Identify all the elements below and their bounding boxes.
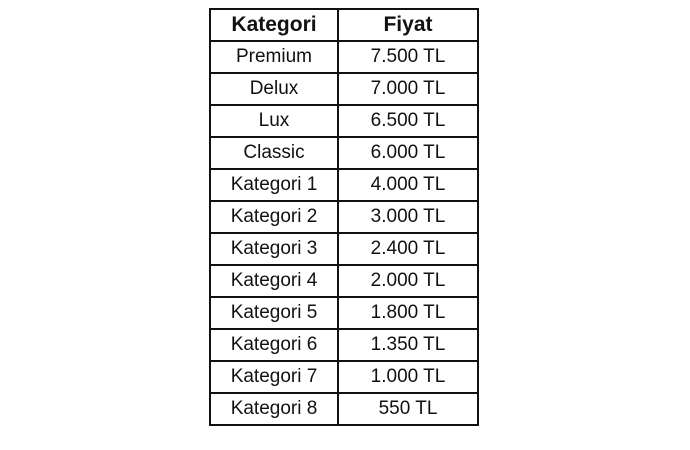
table-row: [210, 329, 478, 361]
table-row: [210, 297, 478, 329]
price-cell: 2.000 TL: [338, 265, 478, 297]
category-cell: Lux: [210, 105, 338, 137]
price-cell: 1.350 TL: [338, 329, 478, 361]
category-cell: Kategori 7: [210, 361, 338, 393]
category-cell: Classic: [210, 137, 338, 169]
category-cell: Kategori 5: [210, 297, 338, 329]
category-cell: Premium: [210, 41, 338, 73]
category-cell: Kategori 3: [210, 233, 338, 265]
category-cell: Kategori 8: [210, 393, 338, 425]
table-row: [210, 265, 478, 297]
table-row: [210, 201, 478, 233]
price-table: [209, 8, 479, 426]
table-row: [210, 233, 478, 265]
price-cell: 3.000 TL: [338, 201, 478, 233]
price-cell: 2.400 TL: [338, 233, 478, 265]
table-header: [210, 9, 478, 41]
category-cell: Kategori 2: [210, 201, 338, 233]
price-cell: 7.000 TL: [338, 73, 478, 105]
price-cell: 7.500 TL: [338, 41, 478, 73]
price-cell: 1.800 TL: [338, 297, 478, 329]
table-row: [210, 105, 478, 137]
category-cell: Kategori 4: [210, 265, 338, 297]
header-category: Kategori: [210, 9, 338, 41]
price-cell: 550 TL: [338, 393, 478, 425]
header-row: [210, 9, 478, 41]
category-cell: Kategori 1: [210, 169, 338, 201]
table-body: [210, 41, 478, 425]
table-row: [210, 169, 478, 201]
table-row: [210, 361, 478, 393]
price-cell: 6.000 TL: [338, 137, 478, 169]
price-cell: 1.000 TL: [338, 361, 478, 393]
table-row: [210, 41, 478, 73]
table-row: [210, 137, 478, 169]
table-row: [210, 73, 478, 105]
price-cell: 4.000 TL: [338, 169, 478, 201]
header-price: Fiyat: [338, 9, 478, 41]
table-row: [210, 393, 478, 425]
category-cell: Kategori 6: [210, 329, 338, 361]
price-cell: 6.500 TL: [338, 105, 478, 137]
category-cell: Delux: [210, 73, 338, 105]
